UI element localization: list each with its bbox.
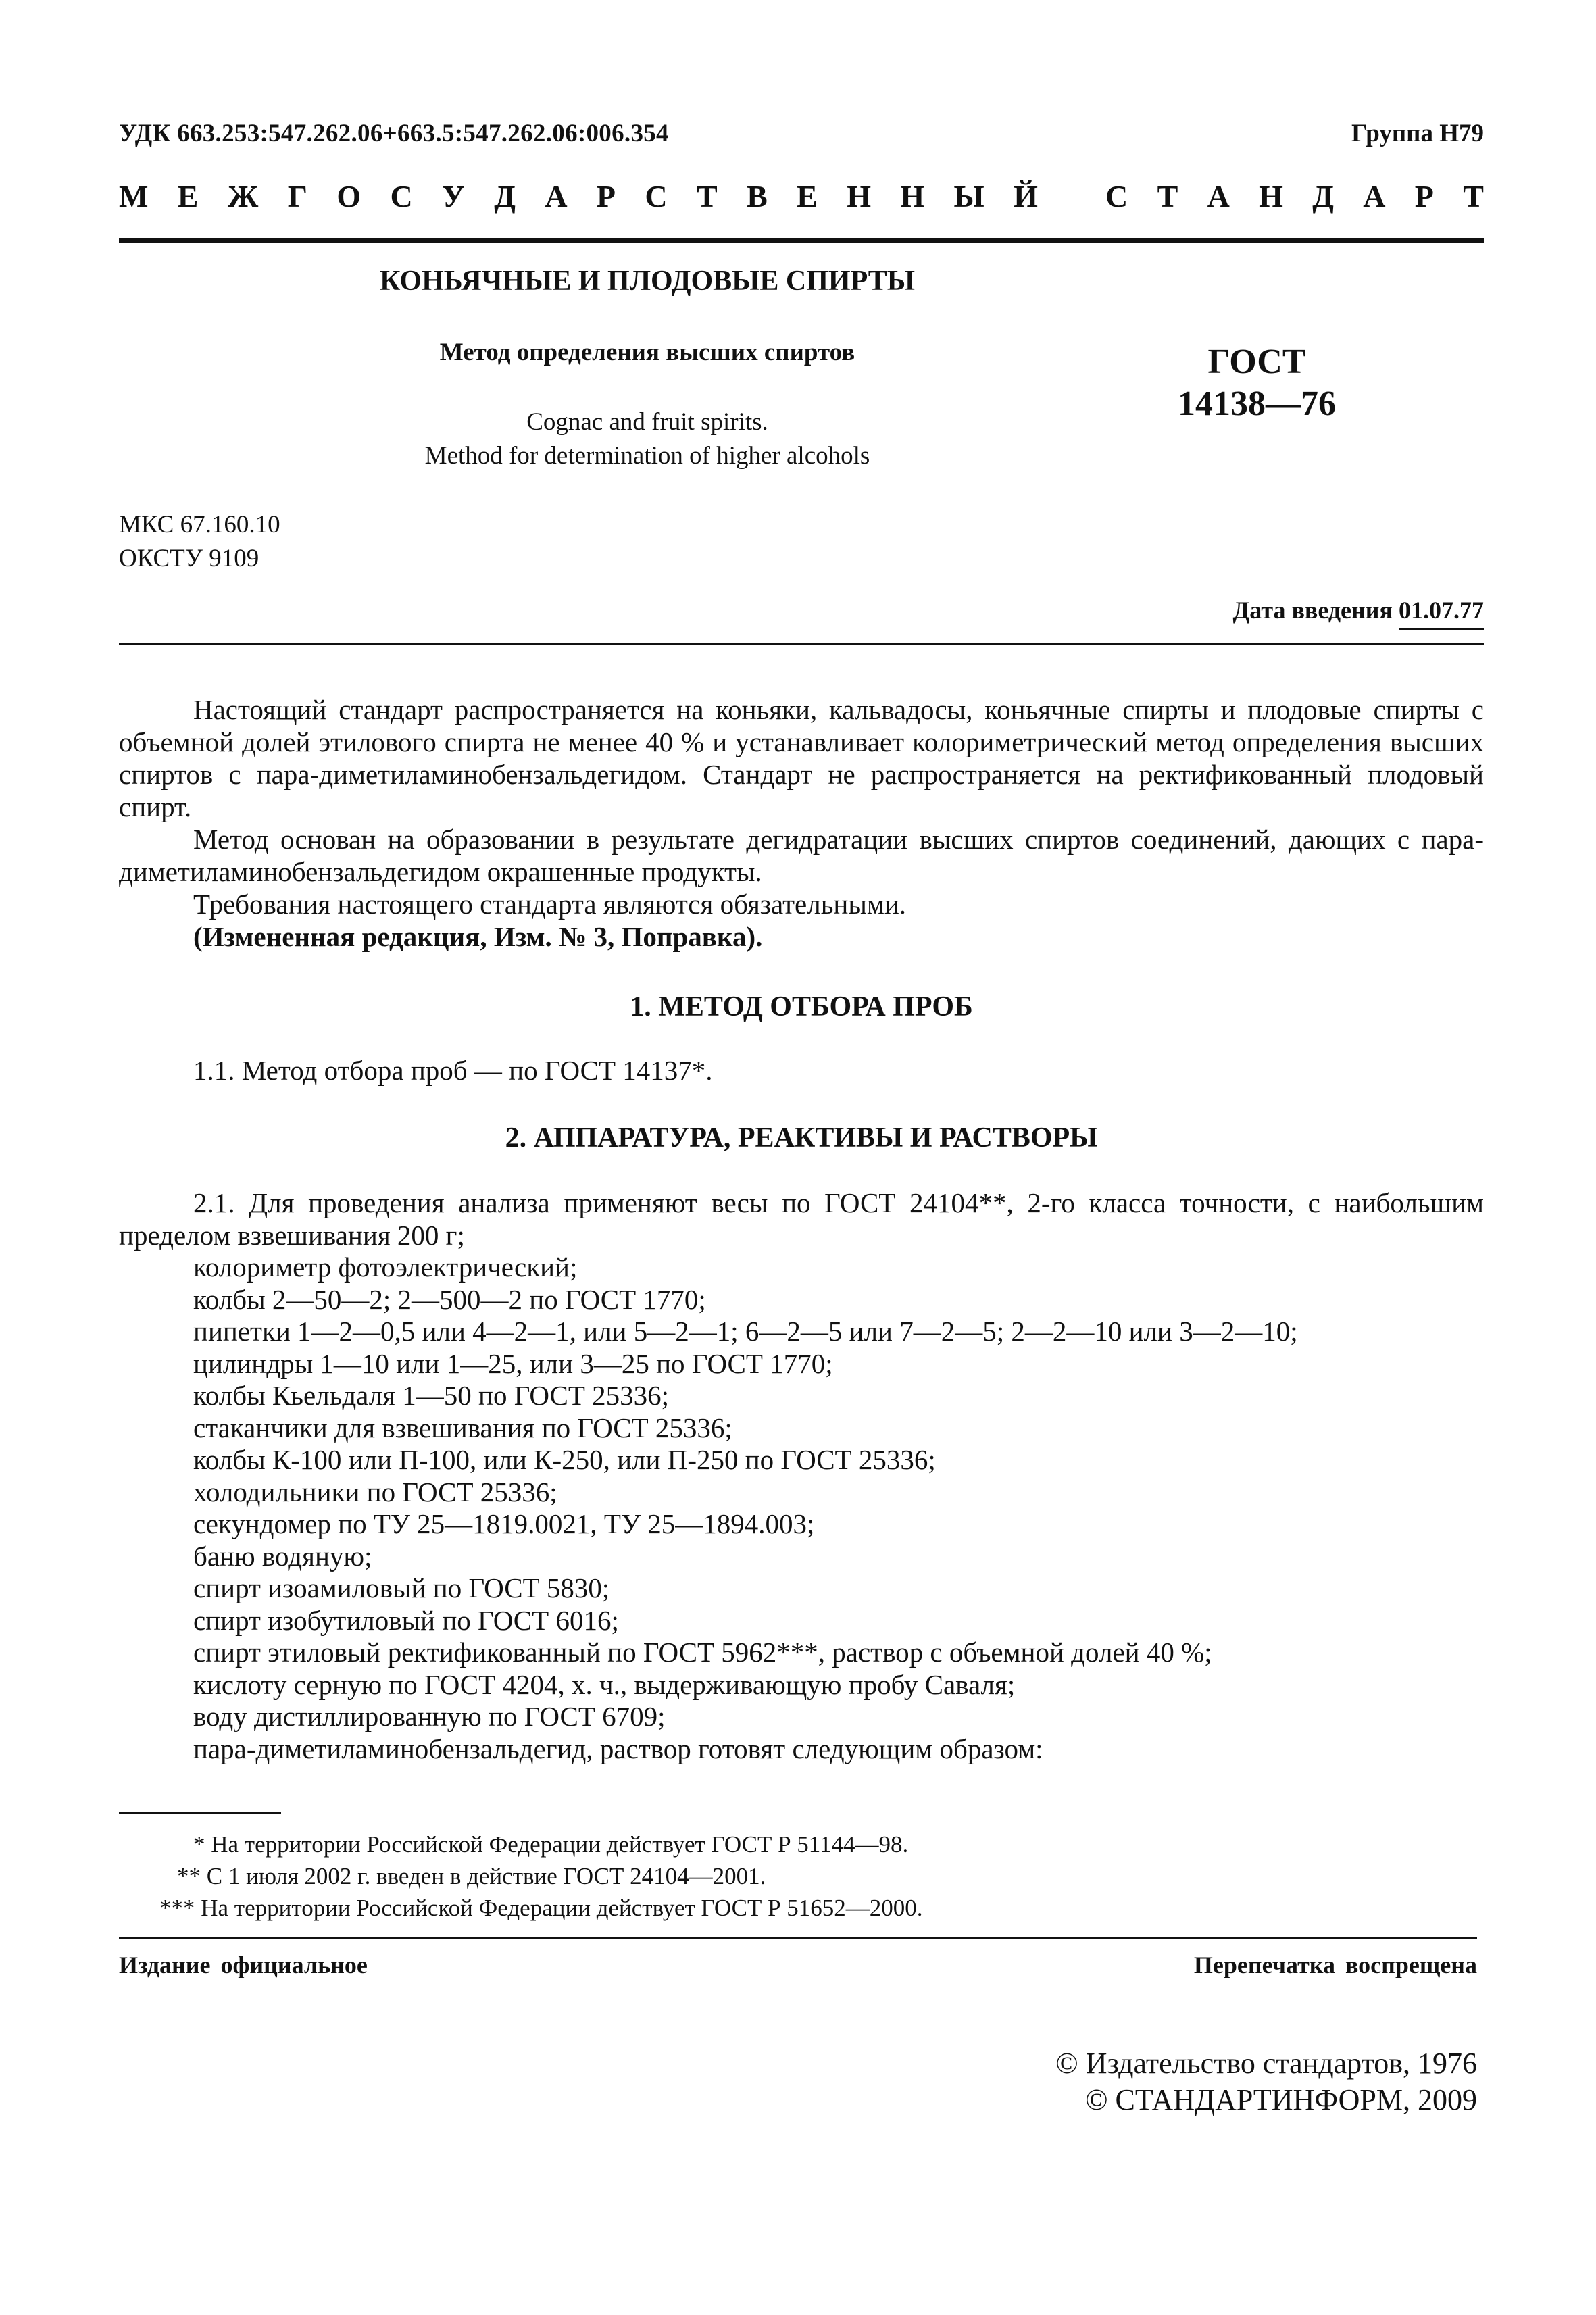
- intro-paragraph-3: Требования настоящего стандарта являются обязательными.: [193, 889, 907, 920]
- classification-codes: [119, 508, 280, 576]
- banner-letter: Т: [697, 179, 718, 214]
- udk-code: УДК 663.253:547.262.06+663.5:547.262.06:006.354: [119, 120, 669, 147]
- list-item: холодильники по ГОСТ 25336;: [193, 1476, 557, 1508]
- footnote-3: *** На территории Российской Федерации действует ГОСТ Р 51652—2000.: [159, 1895, 923, 1921]
- list-item: колориметр фотоэлектрический;: [193, 1251, 578, 1283]
- banner-letter: С: [390, 179, 413, 214]
- amendment-note: (Измененная редакция, Изм. № 3, Поправка).: [193, 921, 763, 952]
- banner-letter: Н: [1259, 179, 1283, 214]
- intro-paragraph-1: Настоящий стандарт распространяется на коньяки, кальвадосы, коньячные спирты и плодовые спирты с объемной долей этилового спирта не менее 40 % и устанавливает колориметрический метод определения высших спиртов с пара-диметиламинобензальдегидом. Стандарт не распространяется на ректификованный плодовый спирт.: [119, 694, 1484, 822]
- section-1-heading: 1. МЕТОД ОТБОРА ПРОБ: [630, 991, 973, 1022]
- copyright-line-1: © Издательство стандартов, 1976: [1055, 2047, 1477, 2080]
- banner-letter: Е: [177, 179, 199, 214]
- copyright-line-2: © СТАНДАРТИНФОРМ, 2009: [1085, 2083, 1477, 2116]
- english-title-line-1: Cognac and fruit spirits.: [526, 408, 768, 436]
- effective-date-value: 01.07.77: [1399, 597, 1484, 630]
- list-item: воду дистиллированную по ГОСТ 6709;: [193, 1701, 666, 1732]
- banner-letter: С: [645, 179, 668, 214]
- gost-label: ГОСТ: [1207, 343, 1306, 381]
- intro-paragraph-2: Метод основан на образовании в результате дегидратации высших спиртов соединений, дающих с пара-диметиламинобензальдегидом окрашенные продукты.: [119, 824, 1484, 887]
- list-item: кислоту серную по ГОСТ 4204, х. ч., выдерживающую пробу Саваля;: [193, 1668, 1016, 1700]
- list-item: стаканчики для взвешивания по ГОСТ 25336;: [193, 1412, 732, 1443]
- banner-letter: А: [545, 179, 568, 214]
- english-title-line-2: Method for determination of higher alcohols: [424, 442, 870, 470]
- list-item: пипетки 1—2—0,5 или 4—2—1, или 5—2—1; 6—2—5 или 7—2—5; 2—2—10 или 3—2—10;: [193, 1316, 1298, 1347]
- gost-number: [1149, 341, 1365, 425]
- footnote-rule: [119, 1812, 281, 1814]
- banner-letter: Е: [797, 179, 818, 214]
- official-edition-label: Издание официальное: [119, 1951, 368, 1978]
- list-item: спирт изоамиловый по ГОСТ 5830;: [193, 1572, 610, 1603]
- banner-letter: У: [442, 179, 465, 214]
- list-item: цилиндры 1—10 или 1—25, или 3—25 по ГОСТ 1770;: [193, 1347, 833, 1379]
- list-item: колбы 2—50—2; 2—500—2 по ГОСТ 1770;: [193, 1283, 706, 1315]
- banner-letter: Ж: [227, 179, 259, 214]
- english-title: [119, 405, 1176, 473]
- group-code: Группа Н79: [1351, 120, 1484, 147]
- banner-letter: Н: [847, 179, 871, 214]
- effective-date-label: Дата введения: [1232, 597, 1393, 624]
- footnote-2: ** С 1 июля 2002 г. введен в действие ГОСТ 24104—2001.: [177, 1863, 766, 1889]
- copyright-block: [1055, 2045, 1477, 2118]
- banner-letter: С: [1105, 179, 1128, 214]
- list-item: колбы К-100 или П-100, или К-250, или П-250 по ГОСТ 25336;: [193, 1444, 936, 1475]
- footer-rule: [119, 1937, 1477, 1939]
- banner-letter: А: [1363, 179, 1386, 214]
- banner-letter: Р: [596, 179, 616, 214]
- banner-letter: М: [119, 179, 149, 214]
- list-item: спирт изобутиловый по ГОСТ 6016;: [193, 1604, 619, 1636]
- banner-letter: Т: [1157, 179, 1178, 214]
- banner-letter: Ы: [953, 179, 984, 214]
- list-item: колбы Кьельдаля 1—50 по ГОСТ 25336;: [193, 1380, 670, 1411]
- document-title: КОНЬЯЧНЫЕ И ПЛОДОВЫЕ СПИРТЫ: [380, 266, 915, 297]
- date-rule: [119, 643, 1484, 645]
- section-2-item-first: 2.1. Для проведения анализа применяют весы по ГОСТ 24104**, 2-го класса точности, с наибольшим пределом взвешивания 200 г;: [119, 1187, 1484, 1251]
- banner-letter: Р: [1414, 179, 1434, 214]
- interstate-standard-banner: [119, 178, 1484, 214]
- banner-letter: Д: [494, 179, 516, 214]
- header-rule: [119, 238, 1484, 243]
- banner-letter: В: [747, 179, 768, 214]
- banner-letter: Т: [1463, 179, 1484, 214]
- gost-code: 14138—76: [1178, 384, 1336, 423]
- banner-letter: Н: [900, 179, 925, 214]
- list-item: секундомер по ТУ 25—1819.0021, ТУ 25—1894.003;: [193, 1508, 815, 1539]
- reprint-prohibited-label: Перепечатка воспрещена: [1193, 1951, 1477, 1978]
- banner-word-interstate: [119, 178, 1038, 214]
- list-item: баню водяную;: [193, 1540, 372, 1572]
- banner-letter: Д: [1312, 179, 1334, 214]
- okstu-code: ОКСТУ 9109: [119, 545, 259, 572]
- banner-letter: Й: [1014, 179, 1038, 214]
- banner-letter: А: [1207, 179, 1230, 214]
- banner-letter: Г: [287, 179, 307, 214]
- effective-date: [1233, 596, 1485, 624]
- document-subtitle: Метод определения высших спиртов: [439, 339, 855, 366]
- list-item: пара-диметиламинобензальдегид, раствор готовят следующим образом:: [193, 1733, 1043, 1764]
- banner-letter: О: [336, 179, 361, 214]
- list-item: спирт этиловый ректификованный по ГОСТ 5962***, раствор с объемной долей 40 %;: [193, 1637, 1212, 1668]
- mks-code: МКС 67.160.10: [119, 511, 280, 539]
- footnote-1: * На территории Российской Федерации действует ГОСТ Р 51144—98.: [193, 1831, 909, 1858]
- section-2-heading: 2. АППАРАТУРА, РЕАКТИВЫ И РАСТВОРЫ: [505, 1122, 1098, 1153]
- banner-word-standard: [1105, 178, 1484, 214]
- intro-section: [119, 693, 1484, 953]
- equipment-list: [193, 1251, 1298, 1765]
- section-1-item: 1.1. Метод отбора проб — по ГОСТ 14137*.: [193, 1055, 713, 1086]
